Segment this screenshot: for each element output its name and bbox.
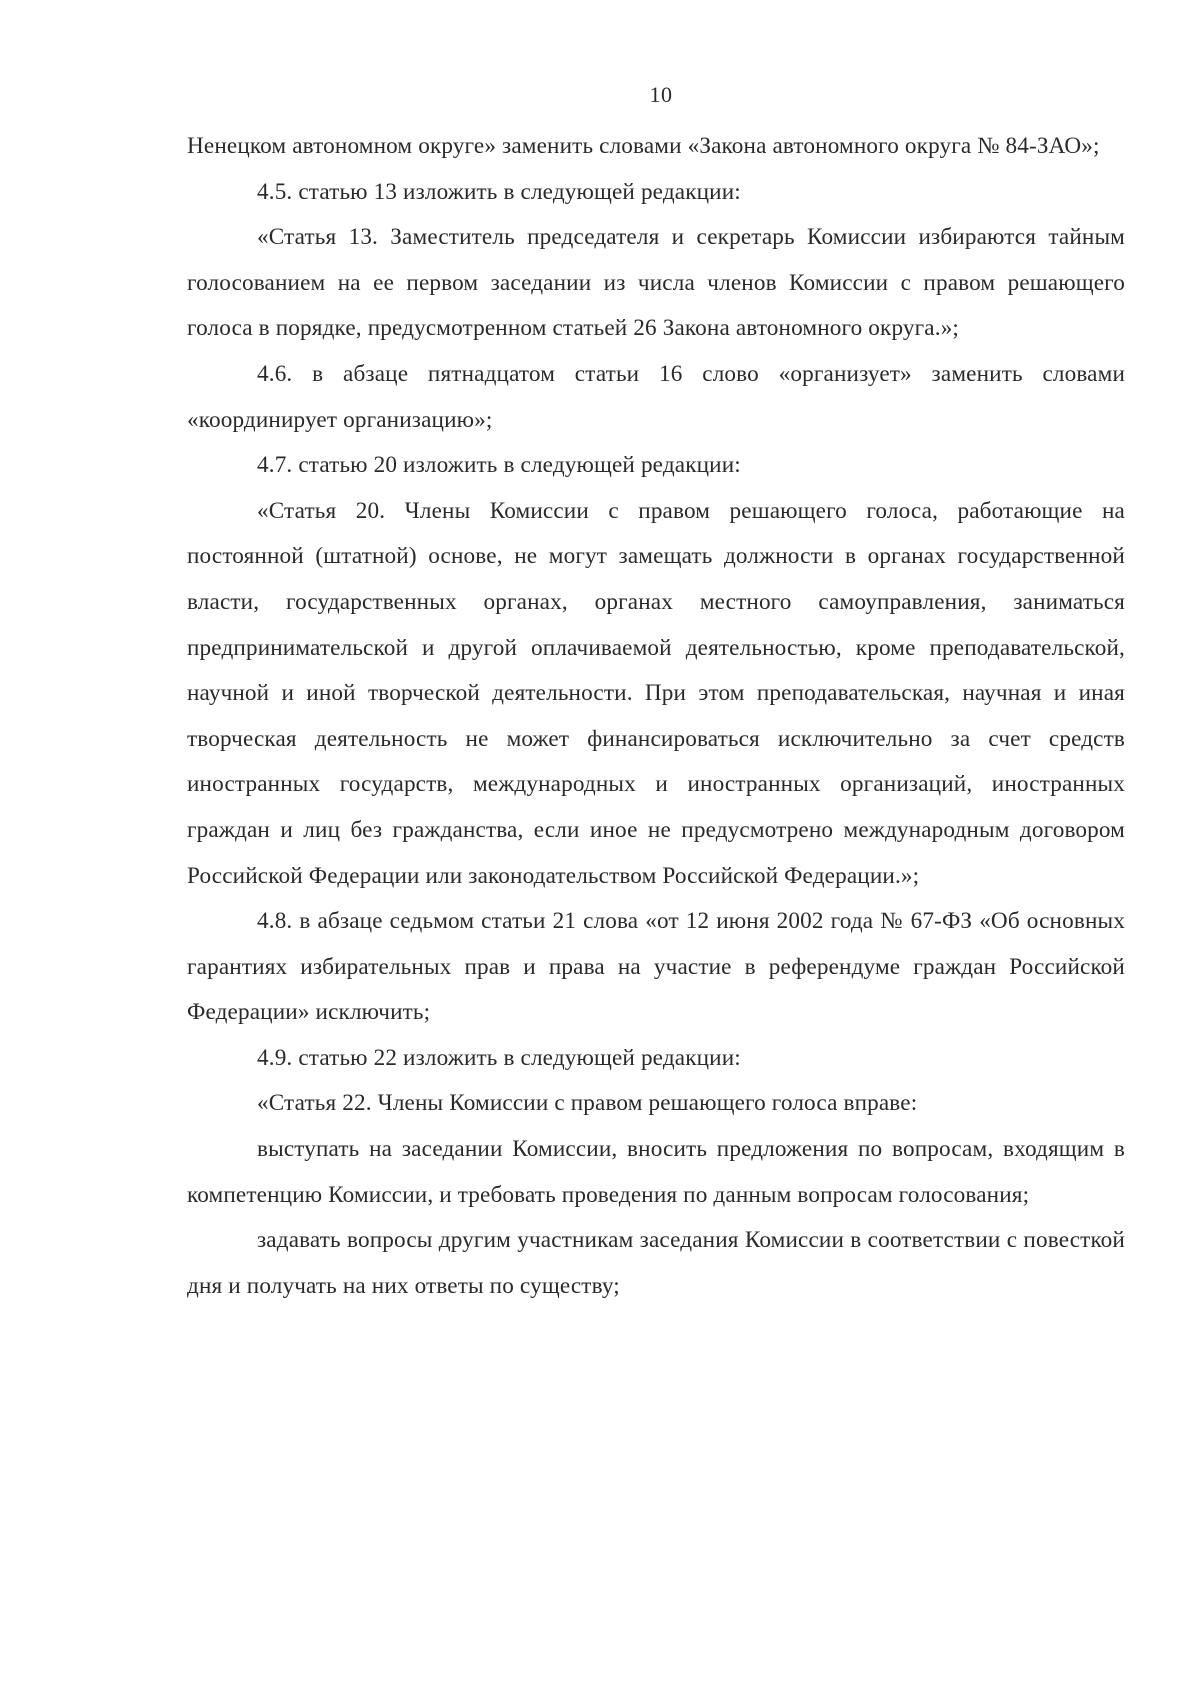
page-number: 10 <box>649 82 673 107</box>
paragraph: «Статья 20. Члены Комиссии с правом решающего голоса, работающие на постоянной (штатной) основе, не могут замещать должности в органах государственной власти, государственных органах, органах местного самоуправления, заниматься предпринимательской и другой оплачиваемой деятельностью, кроме преподавательской, научной и иной творческой деятельности. При этом преподавательская, научная и иная творческая деятельность не может финансироваться исключительно за счет средств иностранных государств, международных и иностранных организаций, иностранных граждан и лиц без гражданства, если иное не предусмотрено международным договором Российской Федерации или законодательством Российской Федерации.»; <box>187 497 1125 889</box>
document-body <box>187 124 1125 1309</box>
paragraph: Ненецком автономном округе» заменить словами «Закона автономного округа № 84-ЗАО»; <box>187 133 1100 159</box>
paragraph: 4.5. статью 13 изложить в следующей редакции: <box>257 178 741 205</box>
paragraph: выступать на заседании Комиссии, вносить предложения по вопросам, входящим в компетенцию Комиссии, и требовать проведения по данным вопросам голосования; <box>187 1136 1125 1208</box>
paragraph: 4.9. статью 22 изложить в следующей редакции: <box>257 1044 741 1071</box>
paragraph: 4.8. в абзаце седьмом статьи 21 слова «от 12 июня 2002 года № 67-ФЗ «Об основных гарантиях избирательных прав и права на участие в референдуме граждан Российской Федерации» исключить; <box>187 908 1125 1026</box>
paragraph: 4.7. статью 20 изложить в следующей редакции: <box>257 452 741 479</box>
paragraph: 4.6. в абзаце пятнадцатом статьи 16 слово «организует» заменить словами «координирует организацию»; <box>187 360 1125 433</box>
paragraph: «Статья 13. Заместитель председателя и секретарь Комиссии избираются тайным голосованием на ее первом заседании из числа членов Комиссии с правом решающего голоса в порядке, предусмотренном статьей 26 Закона автономного округа.»; <box>187 224 1125 342</box>
paragraph: задавать вопросы другим участникам заседания Комиссии в соответствии с повесткой дня и получать на них ответы по существу; <box>187 1227 1125 1299</box>
paragraph: «Статья 22. Члены Комиссии с правом решающего голоса вправе: <box>257 1090 918 1117</box>
